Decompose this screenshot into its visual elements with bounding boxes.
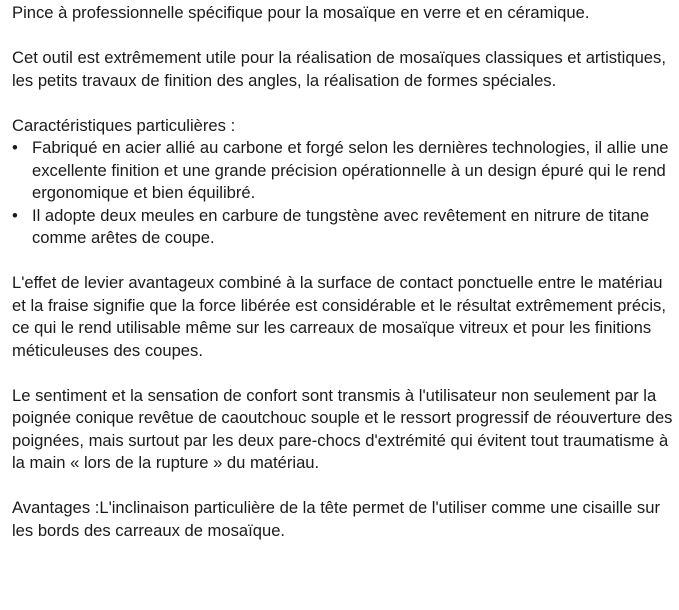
product-description [12,2,676,542]
bullet-icon: • [12,138,18,157]
leverage-paragraph: L'effet de levier avantageux combiné à la surface de contact ponctuelle entre le matériau et la fraise signifie que la force libérée est considérable et le résultat extrêmement précis, ce qui le rend utilisable même sur les carreaux de mosaïque vitreux et pour les finitions méticuleuses des coupes. [12,273,666,360]
list-item [12,205,676,250]
feature-text: Fabriqué en acier allié au carbone et forgé selon les dernières technologies, il allie une excellente finition et une grande précision opérationnelle à un design épuré qui le rend ergonomique et bien équilibré. [32,138,669,202]
usage-paragraph: Cet outil est extrêmement utile pour la réalisation de mosaïques classiques et artistiques, les petits travaux de finition des angles, la réalisation de formes spéciales. [12,48,666,90]
advantages-paragraph: Avantages :L'inclinaison particulière de la tête permet de l'utiliser comme une cisaille sur les bords des carreaux de mosaïque. [12,498,660,540]
features-heading: Caractéristiques particulières : [12,115,236,135]
intro-paragraph: Pince à professionnelle spécifique pour la mosaïque en verre et en céramique. [12,3,590,22]
list-item [12,137,676,205]
feature-text: Il adopte deux meules en carbure de tungstène avec revêtement en nitrure de titane comme arêtes de coupe. [32,205,650,247]
bullet-icon: • [12,205,18,225]
features-list [12,137,676,250]
comfort-paragraph: Le sentiment et la sensation de confort sont transmis à l'utilisateur non seulement par la poignée conique revêtue de caoutchouc souple et le ressort progressif de réouverture des poignées, mais surtout par les deux pare-chocs d'extrémité qui évitent tout traumatisme à la main « lors de la rupture » du matériau. [12,385,673,472]
